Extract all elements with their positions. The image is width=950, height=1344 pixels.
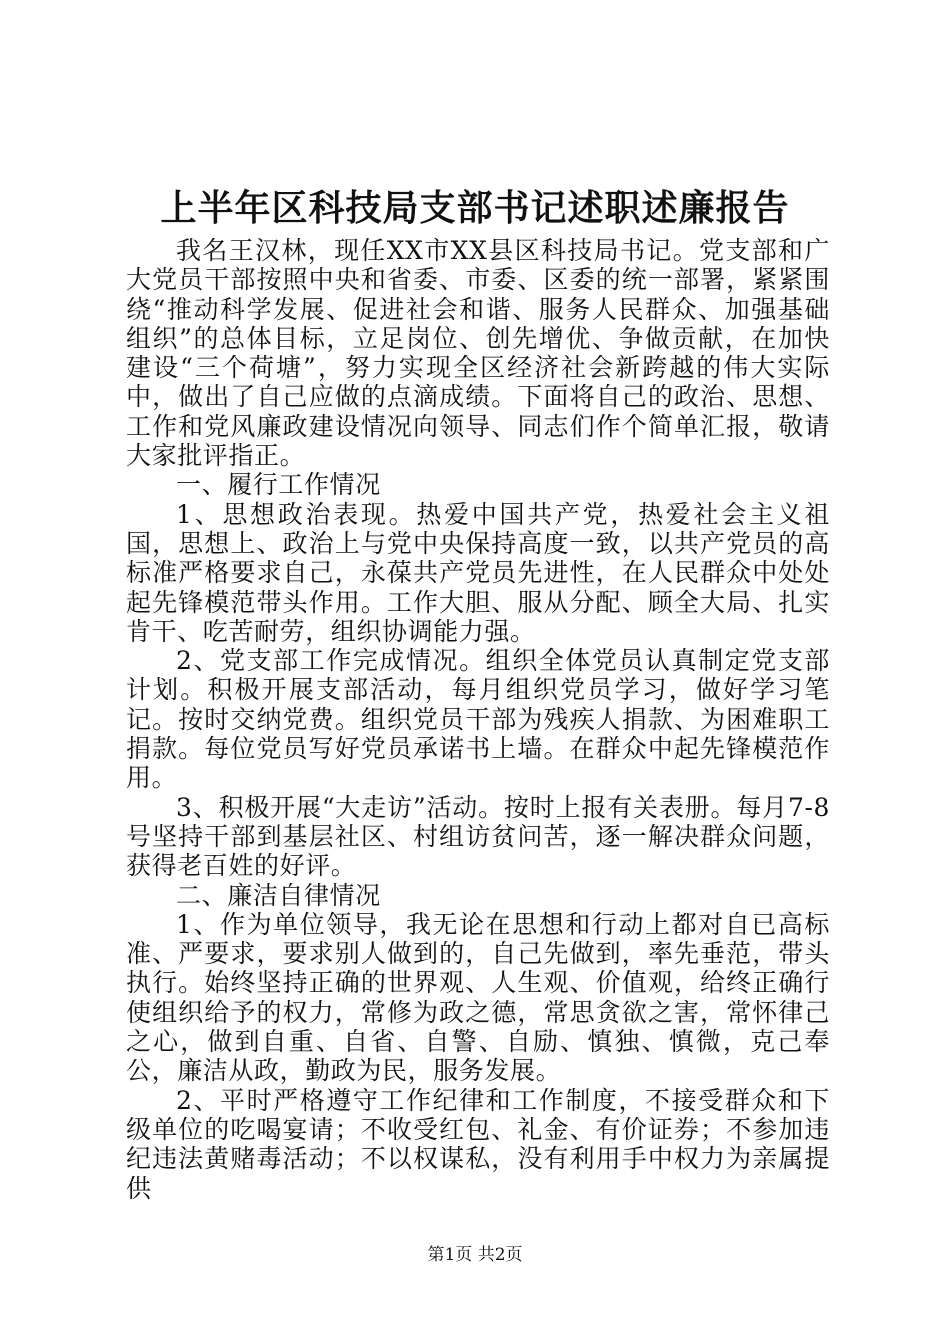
paragraph-intro: 我名王汉林，现任XX市XX县区科技局书记。党支部和广大党员干部按照中央和省委、市委、区委的统一部署，紧紧围绕“推动科学发展、促进社会和谐、服务人民群众、加强基础组织”的总体目标，立足岗位、创先增优、争做贡献，在加快建设“三个荷塘”，努力实现全区经济社会新跨越的伟大实际中，做出了自己应做的点滴成绩。下面将自己的政治、思想、工作和党风廉政建设情况向领导、同志们作个简单汇报，敬请大家批评指正。 [126,236,830,471]
paragraph-leadership: 1、作为单位领导，我无论在思想和行动上都对自已高标准、严要求，要求别人做到的，自己先做到，率先垂范，带头执行。始终坚持正确的世界观、人生观、价值观，给终正确行使组织给予的权力，常修为政之德，常思贪欲之害，常怀律己之心，做到自重、自省、自警、自励、慎独、慎微，克己奉公，廉洁从政，勤政为民，服务发展。 [126,909,830,1086]
section-heading-integrity: 二、廉洁自律情况 [176,880,381,910]
paragraph-visits: 3、积极开展“大走访”活动。按时上报有关表册。每月7-8号坚持干部到基层社区、村组访贫问苦，逐一解决群众问题，获得老百姓的好评。 [126,792,830,881]
paragraph-discipline: 2、平时严格遵守工作纪律和工作制度，不接受群众和下级单位的吃喝宴请；不收受红包、礼金、有价证券；不参加违纪违法黄赌毒活动；不以权谋私，没有利用手中权力为亲属提供 [126,1085,830,1203]
document-title: 上半年区科技局支部书记述职述廉报告 [160,187,790,229]
section-heading-work: 一、履行工作情况 [176,470,381,500]
document-body [126,236,830,1203]
paragraph-branch-work: 2、党支部工作完成情况。组织全体党员认真制定党支部计划。积极开展支部活动，每月组织党员学习，做好学习笔记。按时交纳党费。组织党员干部为残疾人捐款、为困难职工捐款。每位党员写好党员承诺书上墙。在群众中起先锋模范作用。 [126,646,830,793]
paragraph-political: 1、思想政治表现。热爱中国共产党，热爱社会主义祖国，思想上、政治上与党中央保持高度一致，以共产党员的高标准严格要求自己，永葆共产党员先进性，在人民群众中处处起先锋模范带头作用。工作大胆、服从分配、顾全大局、扎实肯干、吃苦耐劳，组织协调能力强。 [126,499,830,646]
page-indicator: 第1页 共2页 [427,1245,523,1265]
